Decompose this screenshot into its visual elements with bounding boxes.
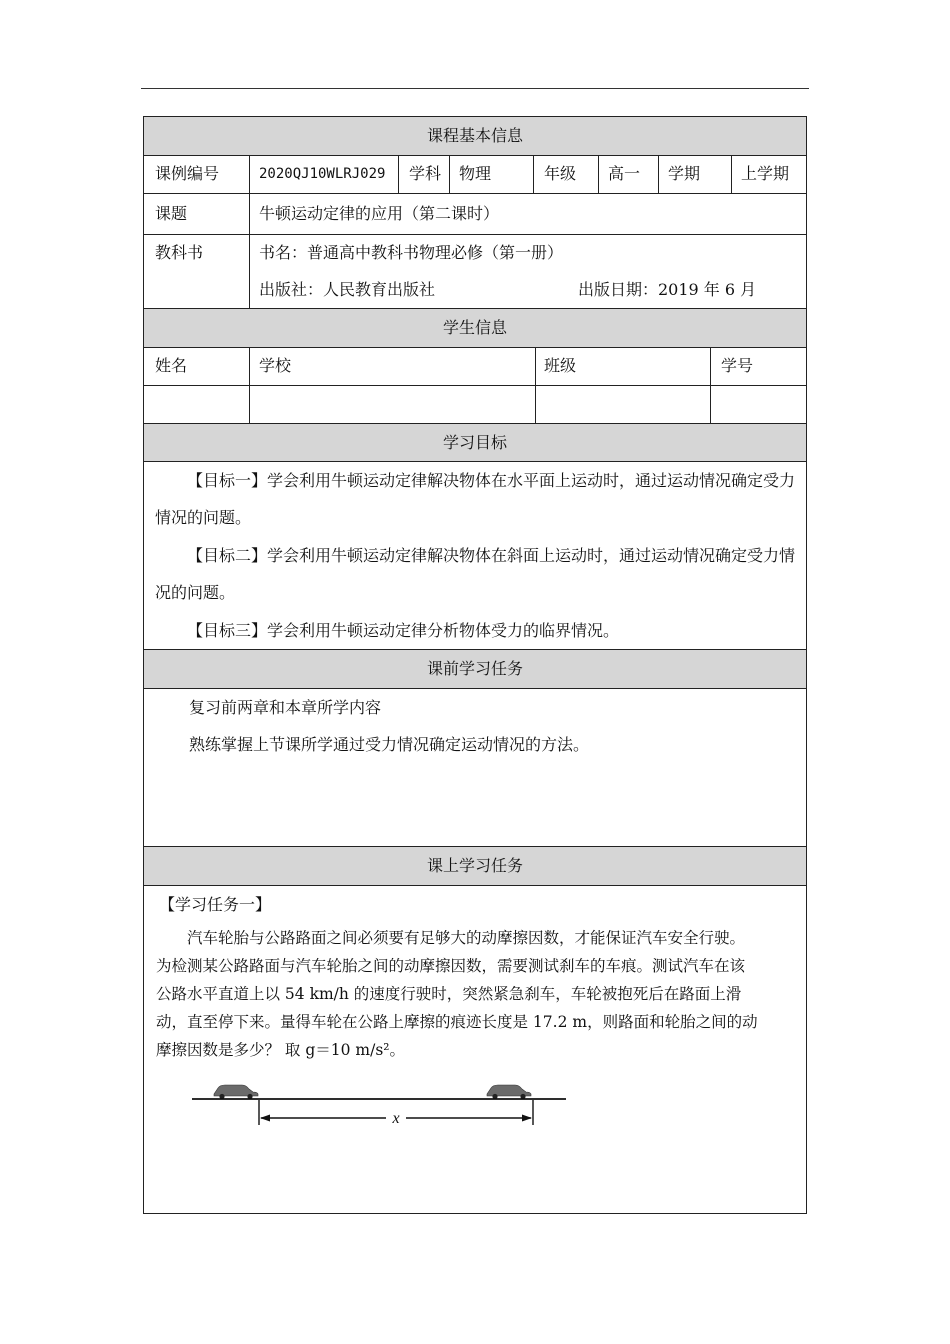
problem-line: 公路水平直道上以 54 km/h 的速度行驶时，突然紧急刹车，车轮被抱死后在路面上滑 (156, 985, 742, 1003)
car-stop-icon (487, 1085, 531, 1099)
course-code-label: 课例编号 (155, 164, 220, 183)
goal-three: 【目标三】学会利用牛顿运动定律分析物体受力的临界情况。 (187, 621, 620, 640)
divider (598, 155, 599, 193)
problem-line: 动，直至停下来。量得车轮在公路上摩擦的痕迹长度是 17.2 m，则路面和轮胎之间的动 (156, 1013, 758, 1031)
class-label: 班级 (544, 356, 577, 375)
divider (144, 347, 806, 348)
divider (249, 155, 250, 193)
student-id-label: 学号 (721, 356, 754, 375)
divider (249, 193, 250, 308)
pre-class-header: 课前学习任务 (144, 650, 806, 688)
divider (533, 155, 534, 193)
divider (144, 385, 806, 386)
problem-line: 摩擦因数是多少？ 取 g＝10 m/s²。 (156, 1041, 406, 1059)
name-label: 姓名 (155, 356, 188, 375)
arrow-right-icon (522, 1115, 532, 1122)
task-one-title: 【学习任务一】 (159, 895, 272, 914)
braking-diagram (190, 1077, 570, 1132)
problem-line: 汽车轮胎与公路路面之间必须要有足够大的动摩擦因数，才能保证汽车安全行驶。 (187, 929, 746, 947)
distance-label: x (392, 1110, 400, 1127)
problem-line: 为检测某公路路面与汽车轮胎之间的动摩擦因数，需要测试刹车的车痕。测试汽车在该 (156, 957, 746, 975)
pre-class-task-2: 熟练掌握上节课所学通过受力情况确定运动情况的方法。 (189, 735, 590, 754)
arrow-left-icon (260, 1115, 270, 1122)
topic-label: 课题 (155, 204, 188, 223)
publication-date: 出版日期：2019 年 6 月 (578, 280, 757, 299)
term-label: 学期 (668, 164, 701, 183)
grade-label: 年级 (544, 164, 577, 183)
goals-header: 学习目标 (144, 424, 806, 461)
textbook-label: 教科书 (155, 243, 204, 262)
course-code-value: 2020QJ10WLRJ029 (259, 166, 386, 182)
pre-class-task-1: 复习前两章和本章所学内容 (189, 698, 382, 717)
student-info-header: 学生信息 (144, 309, 806, 347)
term-value: 上学期 (741, 164, 790, 183)
goal-one: 【目标一】学会利用牛顿运动定律解决物体在水平面上运动时，通过运动情况确定受力情况的问题。 (155, 471, 796, 527)
subject-value: 物理 (459, 164, 492, 183)
page-top-rule (141, 88, 809, 89)
divider (398, 155, 399, 193)
publisher: 出版社：人民教育出版社 (259, 280, 436, 299)
goal-two: 【目标二】学会利用牛顿运动定律解决物体在斜面上运动时，通过运动情况确定受力情况的问题。 (155, 546, 796, 602)
course-info-header: 课程基本信息 (144, 117, 806, 155)
grade-value: 高一 (608, 164, 641, 183)
topic-value: 牛顿运动定律的应用（第二课时） (259, 204, 500, 223)
book-name: 书名：普通高中教科书物理必修（第一册） (259, 243, 564, 262)
car-start-icon (214, 1085, 258, 1099)
divider (144, 885, 806, 886)
braking-diagram-svg (190, 1077, 570, 1132)
divider (658, 155, 659, 193)
divider (731, 155, 732, 193)
subject-label: 学科 (409, 164, 442, 183)
in-class-header: 课上学习任务 (144, 847, 806, 885)
divider (449, 155, 450, 193)
lesson-form (143, 116, 807, 1214)
school-label: 学校 (259, 356, 292, 375)
